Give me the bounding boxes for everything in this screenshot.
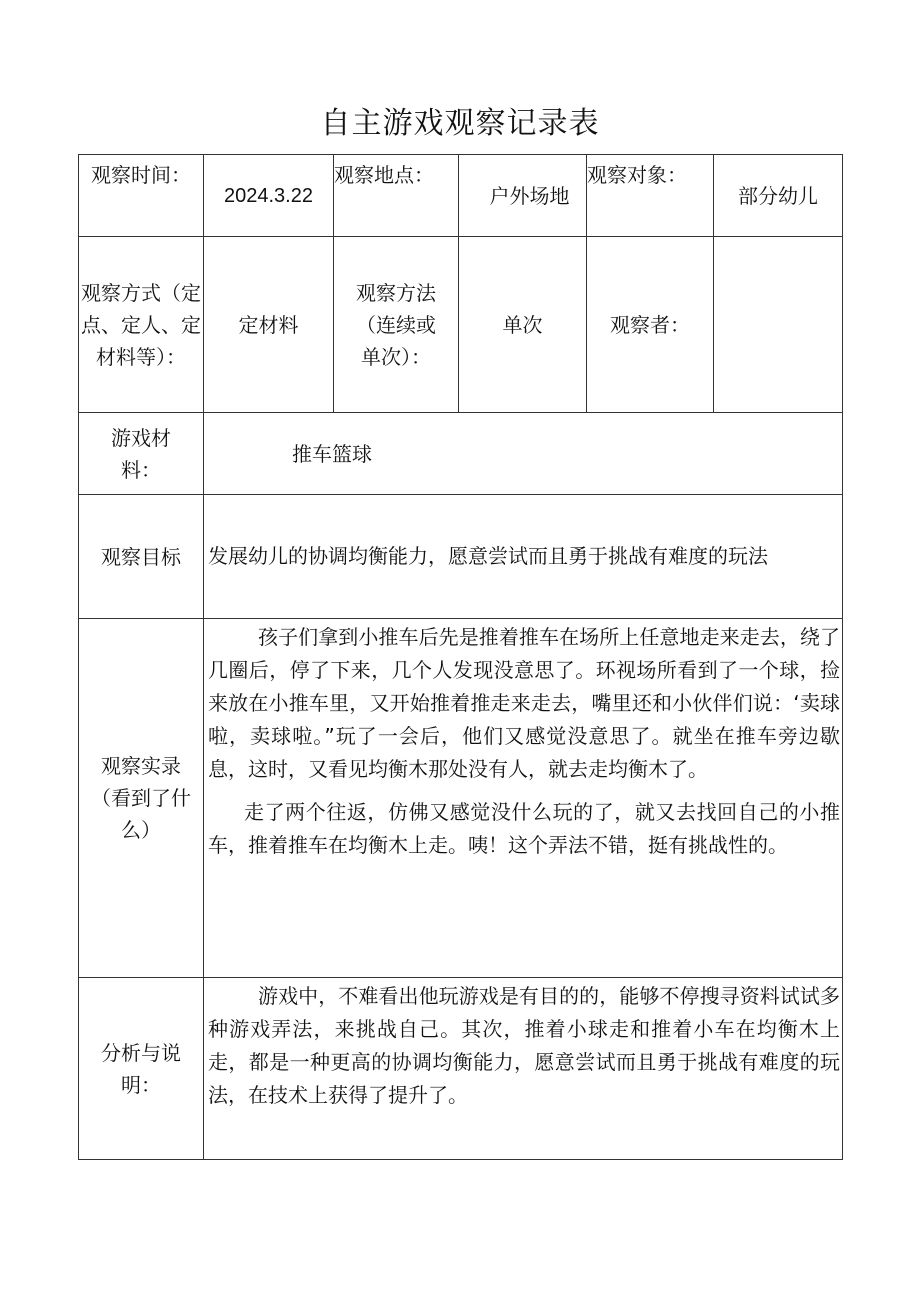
row-material [79, 413, 843, 495]
material-label: 游戏材料： [79, 413, 204, 495]
row-goal [79, 495, 843, 619]
record-label: 观察实录（看到了什么） [79, 619, 204, 978]
record-paragraph-2: 走了两个往返，仿佛又感觉没什么玩的了，就又去找回自己的小推车，推着推车在均衡木上走。咦！这个弄法不错，挺有挑战性的。 [208, 800, 840, 857]
analysis-value: 游戏中，不难看出他玩游戏是有目的的，能够不停搜寻资料试试多种游戏弄法，来挑战自己。其次，推着小球走和推着小车在均衡木上走，都是一种更高的协调均衡能力，愿意尝试而且勇于挑战有难度的玩法，在技术上获得了提升了。 [208, 984, 840, 1107]
observer-value [714, 237, 843, 413]
analysis-label: 分析与说明： [79, 978, 204, 1160]
row-mode-method-observer [79, 237, 843, 413]
row-time-place-target [79, 155, 843, 237]
place-label: 观察地点： [334, 155, 459, 237]
method-value: 单次 [459, 237, 587, 413]
mode-label: 观察方式（定点、定人、定材料等）： [79, 237, 204, 413]
page-title: 自主游戏观察记录表 [320, 106, 600, 141]
record-paragraph-1: 孩子们拿到小推车后先是推着推车在场所上任意地走来走去，绕了几圈后，停了下来，几个人发现没意思了。环视场所看到了一个球，捡来放在小推车里，又开始推着推走来走去，嘴里还和小伙伴们说：‘卖球啦，卖球啦。”玩了一会后，他们又感觉没意思了。就坐在推车旁边歇息，这时，又看见均衡木那处没有人，就去走均衡木了。 [208, 625, 840, 781]
time-label: 观察时间： [79, 155, 204, 237]
row-analysis [79, 978, 843, 1160]
analysis-cell [204, 978, 843, 1160]
observation-table [78, 154, 843, 1160]
goal-cell [204, 495, 843, 619]
goal-label: 观察目标 [79, 495, 204, 619]
method-label: 观察方法（连续或单次）： [334, 237, 459, 413]
observer-label: 观察者： [587, 237, 714, 413]
material-value: 推车篮球 [204, 413, 843, 495]
place-value: 户外场地 [459, 155, 587, 237]
row-record [79, 619, 843, 978]
target-label: 观察对象： [587, 155, 714, 237]
target-value: 部分幼儿 [714, 155, 843, 237]
time-value: 2024.3.22 [204, 155, 334, 237]
record-cell [204, 619, 843, 978]
goal-value: 发展幼儿的协调均衡能力，愿意尝试而且勇于挑战有难度的玩法 [208, 544, 768, 568]
mode-value: 定材料 [204, 237, 334, 413]
